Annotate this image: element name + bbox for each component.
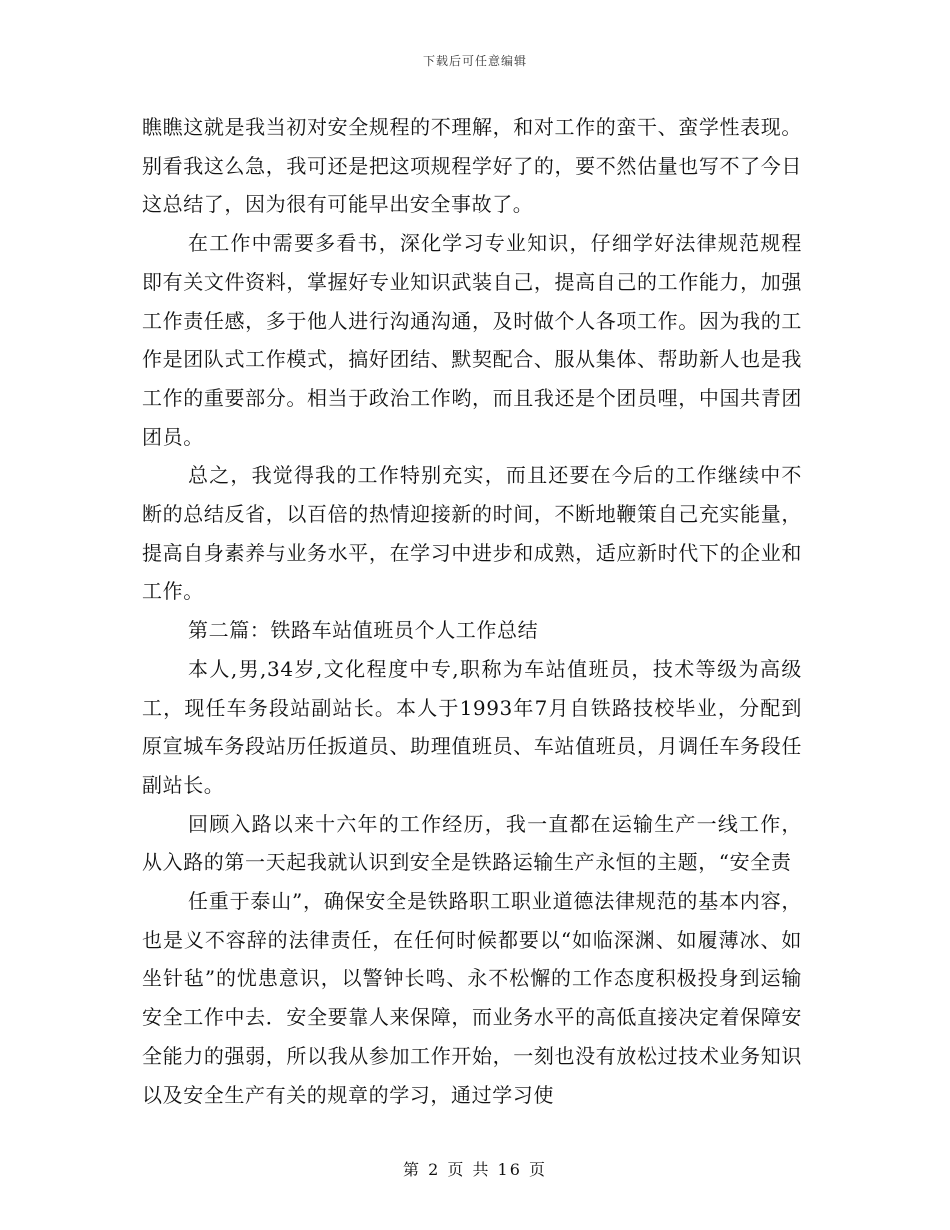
section-heading: 第二篇：铁路车站值班员个人工作总结 [188, 618, 539, 643]
page-header: 下载后可任意编辑 [422, 54, 527, 68]
document-body [142, 108, 802, 1114]
paragraph-1: 瞧瞧这就是我当初对安全规程的不理解，和对工作的蛮干、蛮学性表现。别看我这么急，我可还是把这项规程学好了的，要不然估量也写不了今日这总结了，因为很有可能早出安全事故了。 [142, 115, 802, 217]
page-footer: 第 2 页 共 16 页 [403, 1160, 547, 1179]
paragraph-6: 任重于泰山”，确保安全是铁路职工职业道德法律规范的基本内容，也是义不容辞的法律责任，在任何时候都要以“如临深渊、如履薄冰、如坐针毡”的忧患意识，以警钟长鸣、永不松懈的工作态度积极投身到运输安全工作中去．安全要靠人来保障，而业务水平的高低直接决定着保障安全能力的强弱，所以我从参加工作开始，一刻也没有放松过技术业务知识以及安全生产有关的规章的学习，通过学习使 [142, 889, 802, 1107]
paragraph-4: 本人,男,34岁,文化程度中专,职称为车站值班员，技术等级为高级工，现任车务段站副站长。本人于1993年7月自铁路技校毕业，分配到原宣城车务段站历任扳道员、助理值班员、车站值班员，月调任车务段任副站长。 [142, 656, 802, 797]
paragraph-3: 总之，我觉得我的工作特别充实，而且还要在今后的工作继续中不断的总结反省，以百倍的热情迎接新的时间，不断地鞭策自己充实能量，提高自身素养与业务水平，在学习中进步和成熟，适应新时代下的企业和工作。 [142, 463, 802, 604]
paragraph-5: 回顾入路以来十六年的工作经历，我一直都在运输生产一线工作，从入路的第一天起我就认识到安全是铁路运输生产永恒的主题，“安全责 [142, 811, 802, 875]
paragraph-2: 在工作中需要多看书，深化学习专业知识，仔细学好法律规范规程即有关文件资料，掌握好专业知识武装自己，提高自己的工作能力，加强工作责任感，多于他人进行沟通沟通，及时做个人各项工作。因为我的工作是团队式工作模式，搞好团结、默契配合、服从集体、帮助新人也是我工作的重要部分。相当于政治工作哟，而且我还是个团员哩，中国共青团团员。 [142, 231, 802, 449]
